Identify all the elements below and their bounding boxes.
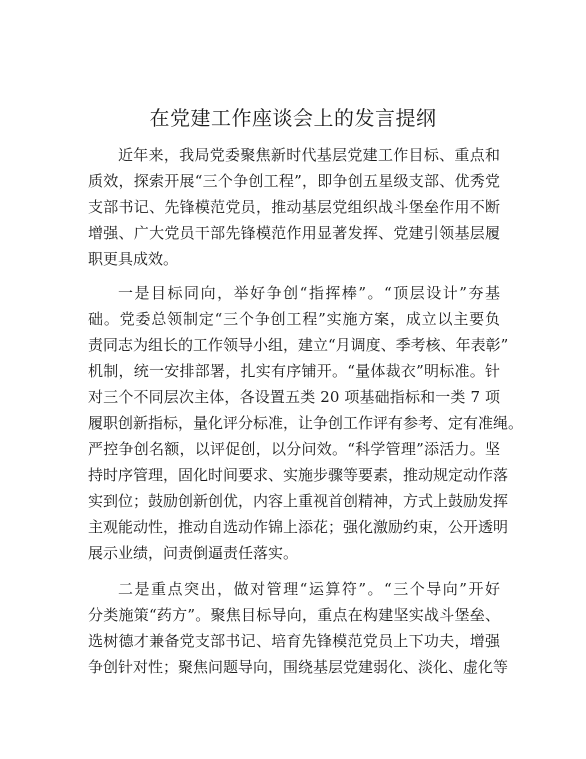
paragraph-line: 分类施策“药方”。聚焦目标导向，重点在构建坚实战斗堡垒、: [88, 606, 500, 624]
paragraph-line: 责同志为组长的工作领导小组，建立“月调度、季考核、年表彰”: [88, 336, 509, 354]
paragraph-line: 一是目标同向，举好争创“指挥棒”。“顶层设计”夯基: [118, 284, 500, 302]
paragraph-line: 二是重点突出，做对管理“运算符”。“三个导向”开好: [118, 580, 500, 598]
paragraph-line: 对三个不同层次主体，各设置五类 20 项基础指标和一类 7 项: [88, 388, 500, 406]
paragraph-line: 展示业绩，问责倒逼责任落实。: [88, 544, 299, 562]
paragraph-line: 增强、广大党员干部先锋模范作用显著发挥、党建引领基层履: [88, 224, 500, 242]
paragraph-line: 实到位；鼓励创新创优，内容上重视首创精神，方式上鼓励发挥: [88, 492, 509, 510]
document-title: 在党建工作座谈会上的发言提纲: [149, 106, 437, 130]
paragraph-line: 础。党委总领制定“三个争创工程”实施方案，成立以主要负: [88, 310, 500, 328]
paragraph-line: 机制，统一安排部署，扎实有序铺开。“量体裁衣”明标准。针: [88, 362, 500, 380]
paragraph-line: 履职创新指标，量化评分标准，让争创工作评有参考、定有准绳。: [88, 414, 524, 432]
paragraph-line: 主观能动性，推动自选动作锦上添花；强化激励约束，公开透明: [88, 518, 509, 536]
paragraph-line: 质效，探索开展“三个争创工程”，即争创五星级支部、优秀党: [88, 172, 500, 190]
paragraph-line: 持时序管理，固化时间要求、实施步骤等要素，推动规定动作落: [88, 466, 509, 484]
paragraph-line: 支部书记、先锋模范党员，推动基层党组织战斗堡垒作用不断: [88, 198, 500, 216]
paragraph-line: 争创针对性；聚焦问题导向，围绕基层党建弱化、淡化、虚化等: [88, 658, 509, 676]
paragraph-line: 近年来，我局党委聚焦新时代基层党建工作目标、重点和: [118, 146, 500, 164]
paragraph-line: 选树德才兼备党支部书记、培育先锋模范党员上下功夫，增强: [88, 632, 500, 650]
paragraph-line: 职更具成效。: [88, 250, 179, 268]
paragraph-line: 严控争创名额，以评促创，以分问效。“科学管理”添活力。坚: [88, 440, 500, 458]
